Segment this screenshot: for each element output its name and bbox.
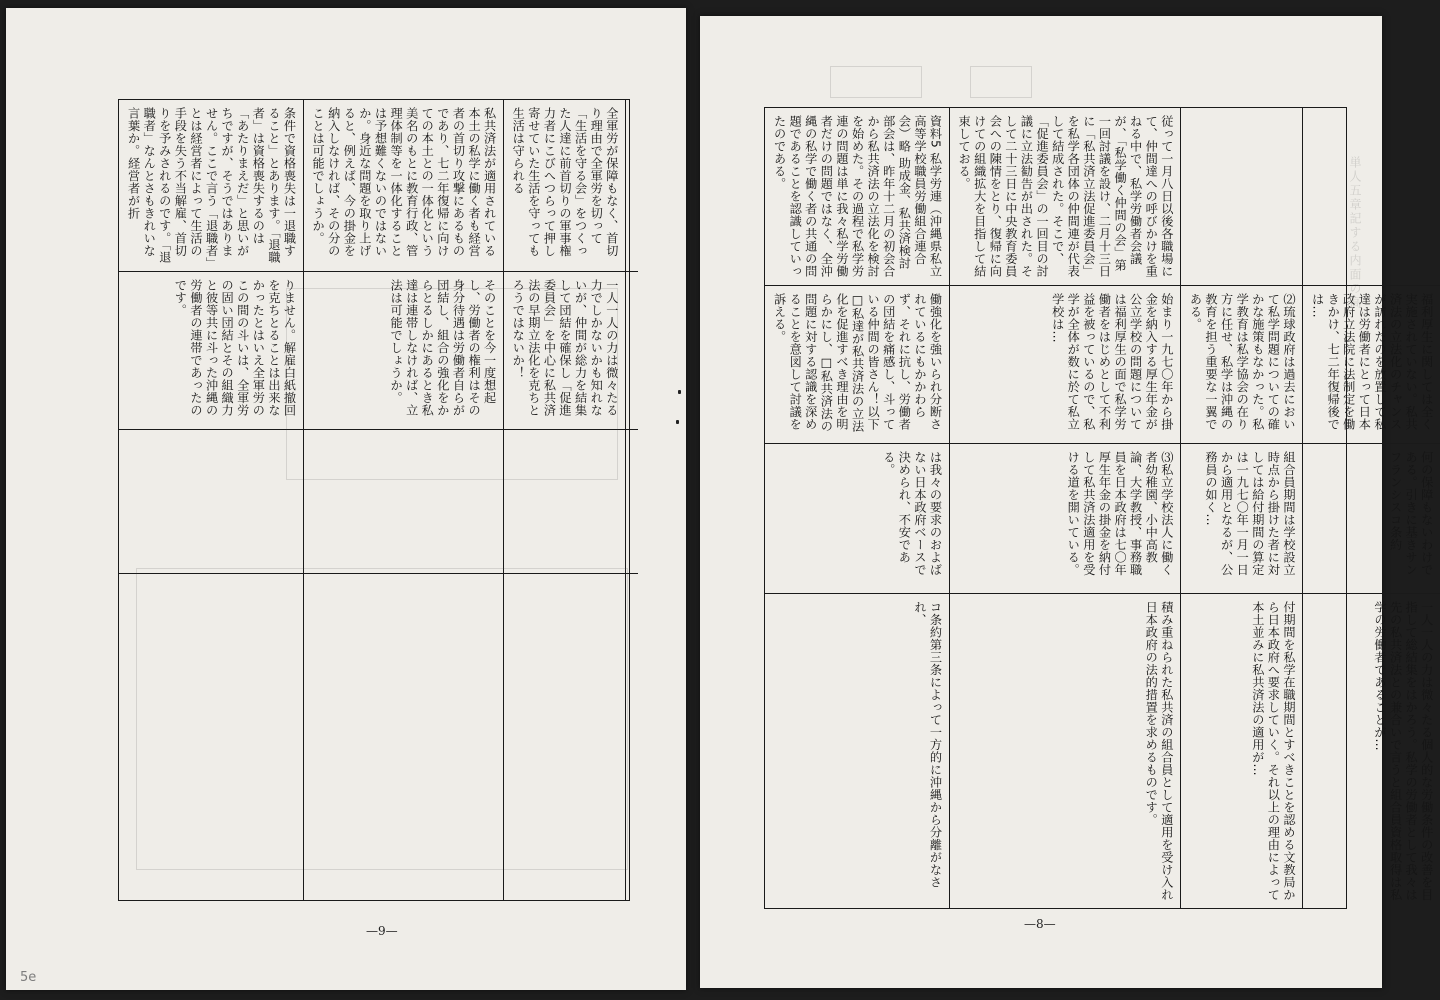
text-cell (1303, 108, 1440, 286)
page-number: —9— (366, 924, 398, 938)
text-cell: 全軍労が保障もなく、首切り理由で全軍労を切って「生活を守る会」をつくった人達に前首切りの軍事権力者にこびへつらって押し寄せていた生活を守っても生活は守られる (504, 100, 626, 272)
left-page (6, 8, 686, 990)
text-cell: は我々の要求のおよばない日本政府ベースで決められ、不安である。 (765, 444, 950, 594)
text-cell: 何の保障もないわけである。引きに基きサンフランシスコ条約 (1303, 444, 1440, 594)
text-cell: 従って一月八日以後各職場にて、仲間達への呼びかけを重ねる中で、私学労働者会議が、「私学働く仲間の会」第一回討議を設け、二月十三日に「私共済立法促進委員会」を私学各団体の仲間連が代表して結成された。そこで、「促進委員会」の一回目の討議に立法勧告が出された。そして二十三日に中央教育委員会への陳情をとり、復帰に向けての組織拡大を目指して結束しておる。 (950, 108, 1181, 286)
text-cell: ⑶私立学校法人に働く者幼稚園、小中高教論、大学教授、事務職員を日本政府は七〇年厚生年金の掛金を納付して私共済法適用を受ける道を開いている。 (950, 444, 1181, 594)
bleed-through-table (286, 288, 618, 480)
text-cell (1181, 108, 1303, 286)
text-cell: 資料5 私学労連（沖縄県私立高等学校職員労働組合連合会）略 助成金、私共済検討部会は、昨年十二月の初会合から私共済法の立法化を検討を始めた。その過程で私学労連の問題は単に我々私学労働者だけの問題ではなく、全沖縄の私学で働く者の共通の問題であることを認識していったのである。 (765, 108, 950, 286)
text-cell: 私共済法が適用されている本土の私学に働く者も経営者の首切り攻撃にあるものであり、七二年復帰に向けての本土との一体化という美名のもとに教育行政、管理体制等を一体化することは予想難くないのではないか。身近な問題を取り上げると、例えば、今の掛金を納入しなければ、その分のことは可能でしょうか。 (304, 100, 504, 272)
text-cell: 付期間を私学在職期間とすべきことを認める文教局から日本政府へ要求していく。それ以上の理由によって本土並みに私共済法の適用が… (1181, 594, 1303, 908)
text-cell: ⑵琉球政府は過去において私学問題についての確かな施策もなかった。私学教育は私学協会の在り方に任せ、私学は沖縄の教育を担う重要な一翼である。 (1181, 286, 1303, 444)
bleed-through-title: 単人五章記する内面の高 (1348, 156, 1362, 310)
text-cell: りません。解雇白紙撤回を克ちとることは出来なかったとはいえ全軍労のこの間の斗いは、全軍労の固い団結とその組織力と彼等共に斗った沖縄の労働者の連帯であったのです。 (119, 272, 304, 430)
text-cell: コ条約第三条によって一方的に沖縄から分離がなされ、 (765, 594, 950, 908)
empty-cell (626, 430, 638, 574)
text-cell: 組合員期間は学校設立時点から掛けた者に対しては給付期間の算定は一九七〇年一月一日から適用となるが、公務員の如く… (1181, 444, 1303, 594)
text-cell: 積み重ねられた私共済の組合員として適用を受け入れ日本政府の法的措置を求めるものです。 (950, 594, 1181, 908)
speck (678, 390, 681, 394)
right-page (700, 16, 1434, 988)
bleed-through-stamp (970, 66, 1032, 98)
text-cell: 福利厚生に関しては全く実施されていない。私共済法の立法化のチャンスが訪れたのを放置して私達は労働者にとって日本政府立法院に法制定を働きかけ、七二年復帰後では… (1303, 286, 1440, 444)
pencil-mark: 5e (20, 970, 37, 985)
bleed-through-stamp (830, 66, 922, 98)
text-cell: 条件で資格喪失は一退職すること」とあります。「退職者」は資格喪失するのは「あたりまえだ」と思いがちですが、そうではありません。ここで言う「退職者」とは経営者によって生活の手段を失う不当解雇、首切りを予みされるのです。「退職者」なんとさもきれいな言葉か。経営者が折 (119, 100, 304, 272)
empty-cell (119, 430, 304, 574)
text-cell: 一人一人の力は微々たる力でしかないかも知れないが、仲間が総力を結集して団結を確保し「促進委員会」を中心に私共済法の早期立法化を克ちとろうではないか！ (504, 272, 626, 430)
text-cell: 始まり一九七〇年から掛金を納入する厚生年金が公立学校の問題については福利厚生の面で私学労働者をはじめとして不利益を被っているので、私学が全体が数に於て私立学校は… (950, 286, 1181, 444)
text-cell (626, 272, 638, 430)
page-number: —8— (1024, 917, 1056, 931)
text-cell (626, 100, 638, 272)
text-cell: 働強化を強いられ分断されているにもかかわらず、それに抗し、労働者の団結を痛感し、斗っている仲間の皆さん！以下□私達が私共済法の立法化を促進すべき理由を明らかにし、□私共済法の問題に対する認識を深めることを意図して討議を訴える。 (765, 286, 950, 444)
text-cell: 一人一人の力は微々たる個人的な労働条件の改善を目指して総結集をはかろう。私学の労働者として我々は先の私共済法との兼合いで言うと組合員資格取得は私学の労働者であることが… (1372, 601, 1434, 901)
speck (676, 420, 679, 424)
bleed-through-table (136, 568, 628, 870)
text-cell: そのことを今一度想起し、労働者の権利はその身分待遇は労働者自らが団結し、組合の強化をからとるしかにあるとき私達は連帯しなければ、立法は可能でしょうか。 (304, 272, 504, 430)
